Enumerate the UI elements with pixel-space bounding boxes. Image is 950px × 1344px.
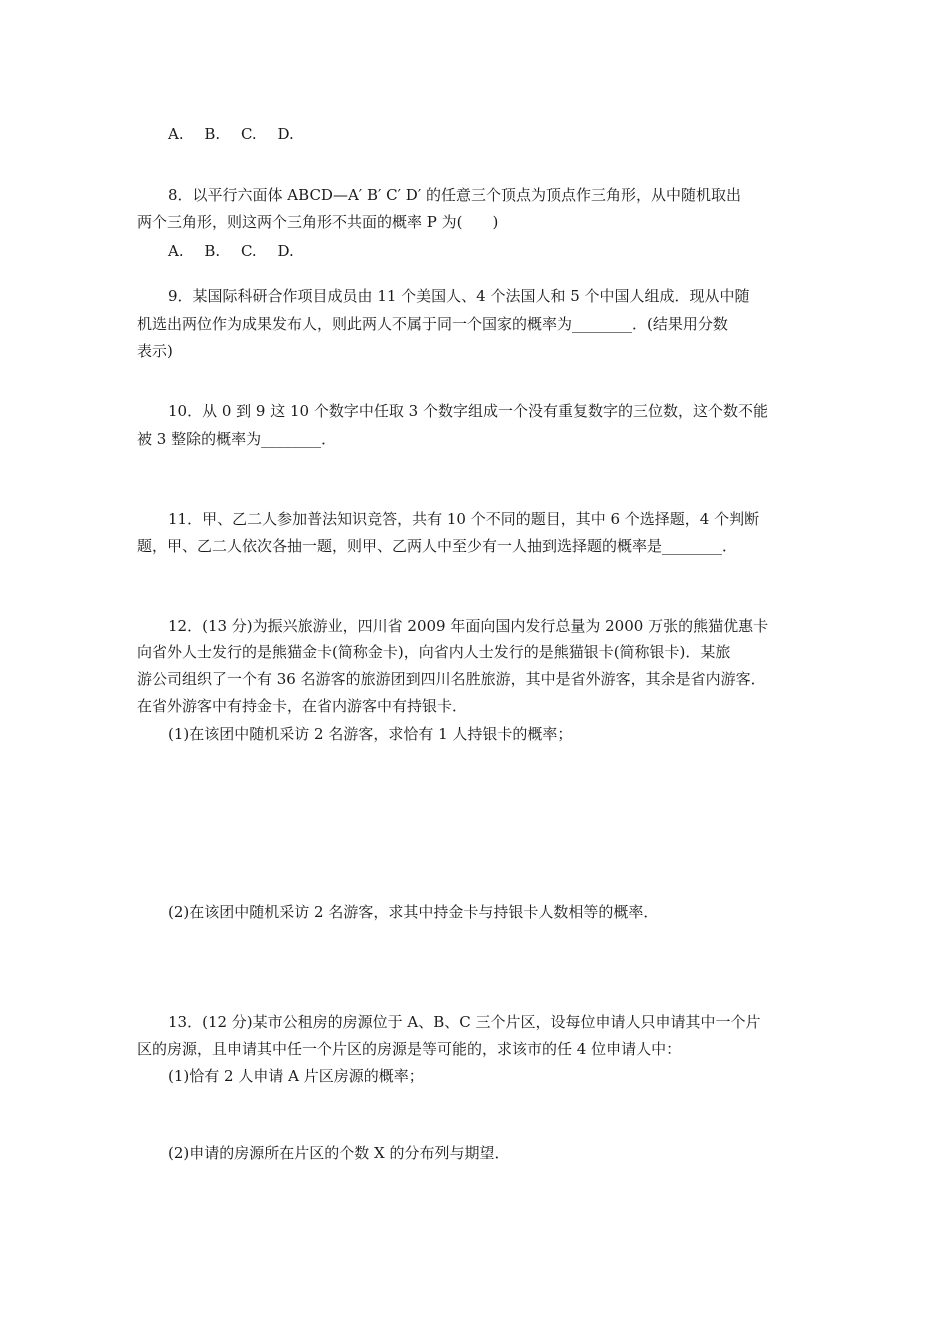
q8-text-line1: 8．以平行六面体 ABCD—A′ B′ C′ D′ 的任意三个顶点为顶点作三角形，从中随机取出 [168, 186, 742, 204]
q9-text-line3: 表示) [137, 342, 173, 360]
q7-option-c[interactable]: C. [240, 125, 257, 143]
q13-part2: (2)申请的房源所在片区的个数 X 的分布列与期望． [168, 1144, 510, 1162]
q7-option-a[interactable]: A. [168, 125, 184, 143]
q8-options [168, 241, 310, 261]
q12-part1: (1)在该团中随机采访 2 名游客，求恰有 1 人持银卡的概率； [168, 725, 573, 743]
q12-text-line1: 12．(13 分)为振兴旅游业，四川省 2009 年面向国内发行总量为 2000 万张的熊猫优惠卡 [168, 617, 769, 635]
q9-text-line1: 9．某国际科研合作项目成员由 11 个美国人、4 个法国人和 5 个中国人组成．现从中随 [168, 287, 750, 305]
q13-part1: (1)恰有 2 人申请 A 片区房源的概率； [168, 1067, 424, 1085]
q8-option-d[interactable]: D. [277, 242, 294, 260]
q8-text-line2: 两个三角形，则这两个三角形不共面的概率 P 为( ) [137, 213, 499, 231]
q11-text-line2: 题，甲、乙二人依次各抽一题，则甲、乙两人中至少有一人抽到选择题的概率是________． [137, 537, 738, 555]
q12-text-line2: 向省外人士发行的是熊猫金卡(简称金卡)，向省内人士发行的是熊猫银卡(简称银卡)．某旅 [137, 643, 731, 661]
q11-text-line1: 11．甲、乙二人参加普法知识竞答，共有 10 个不同的题目，其中 6 个选择题，4 个判断 [168, 510, 760, 528]
q9-text-line2: 机选出两位作为成果发布人，则此两人不属于同一个国家的概率为________．(结果用分数 [137, 315, 728, 333]
q7-options [168, 124, 310, 144]
q7-option-d[interactable]: D. [277, 125, 294, 143]
q8-option-c[interactable]: C. [240, 242, 257, 260]
q12-part2: (2)在该团中随机采访 2 名游客，求其中持金卡与持银卡人数相等的概率． [168, 903, 659, 921]
q12-text-line4: 在省外游客中有持金卡，在省内游客中有持银卡． [137, 697, 468, 715]
q13-text-line2: 区的房源，且申请其中任一个片区的房源是等可能的，求该市的任 4 位申请人中： [137, 1040, 682, 1058]
q10-text-line1: 10．从 0 到 9 这 10 个数字中任取 3 个数字组成一个没有重复数字的三位数，这个数不能 [168, 402, 768, 420]
q12-text-line3: 游公司组织了一个有 36 名游客的旅游团到四川名胜旅游，其中是省外游客，其余是省内游客． [137, 670, 766, 688]
q8-option-b[interactable]: B. [204, 242, 221, 260]
q13-text-line1: 13．(12 分)某市公租房的房源位于 A、B、C 三个片区，设每位申请人只申请其中一个片 [168, 1013, 761, 1031]
q8-option-a[interactable]: A. [168, 242, 184, 260]
q7-option-b[interactable]: B. [204, 125, 221, 143]
q10-text-line2: 被 3 整除的概率为________． [137, 430, 337, 448]
